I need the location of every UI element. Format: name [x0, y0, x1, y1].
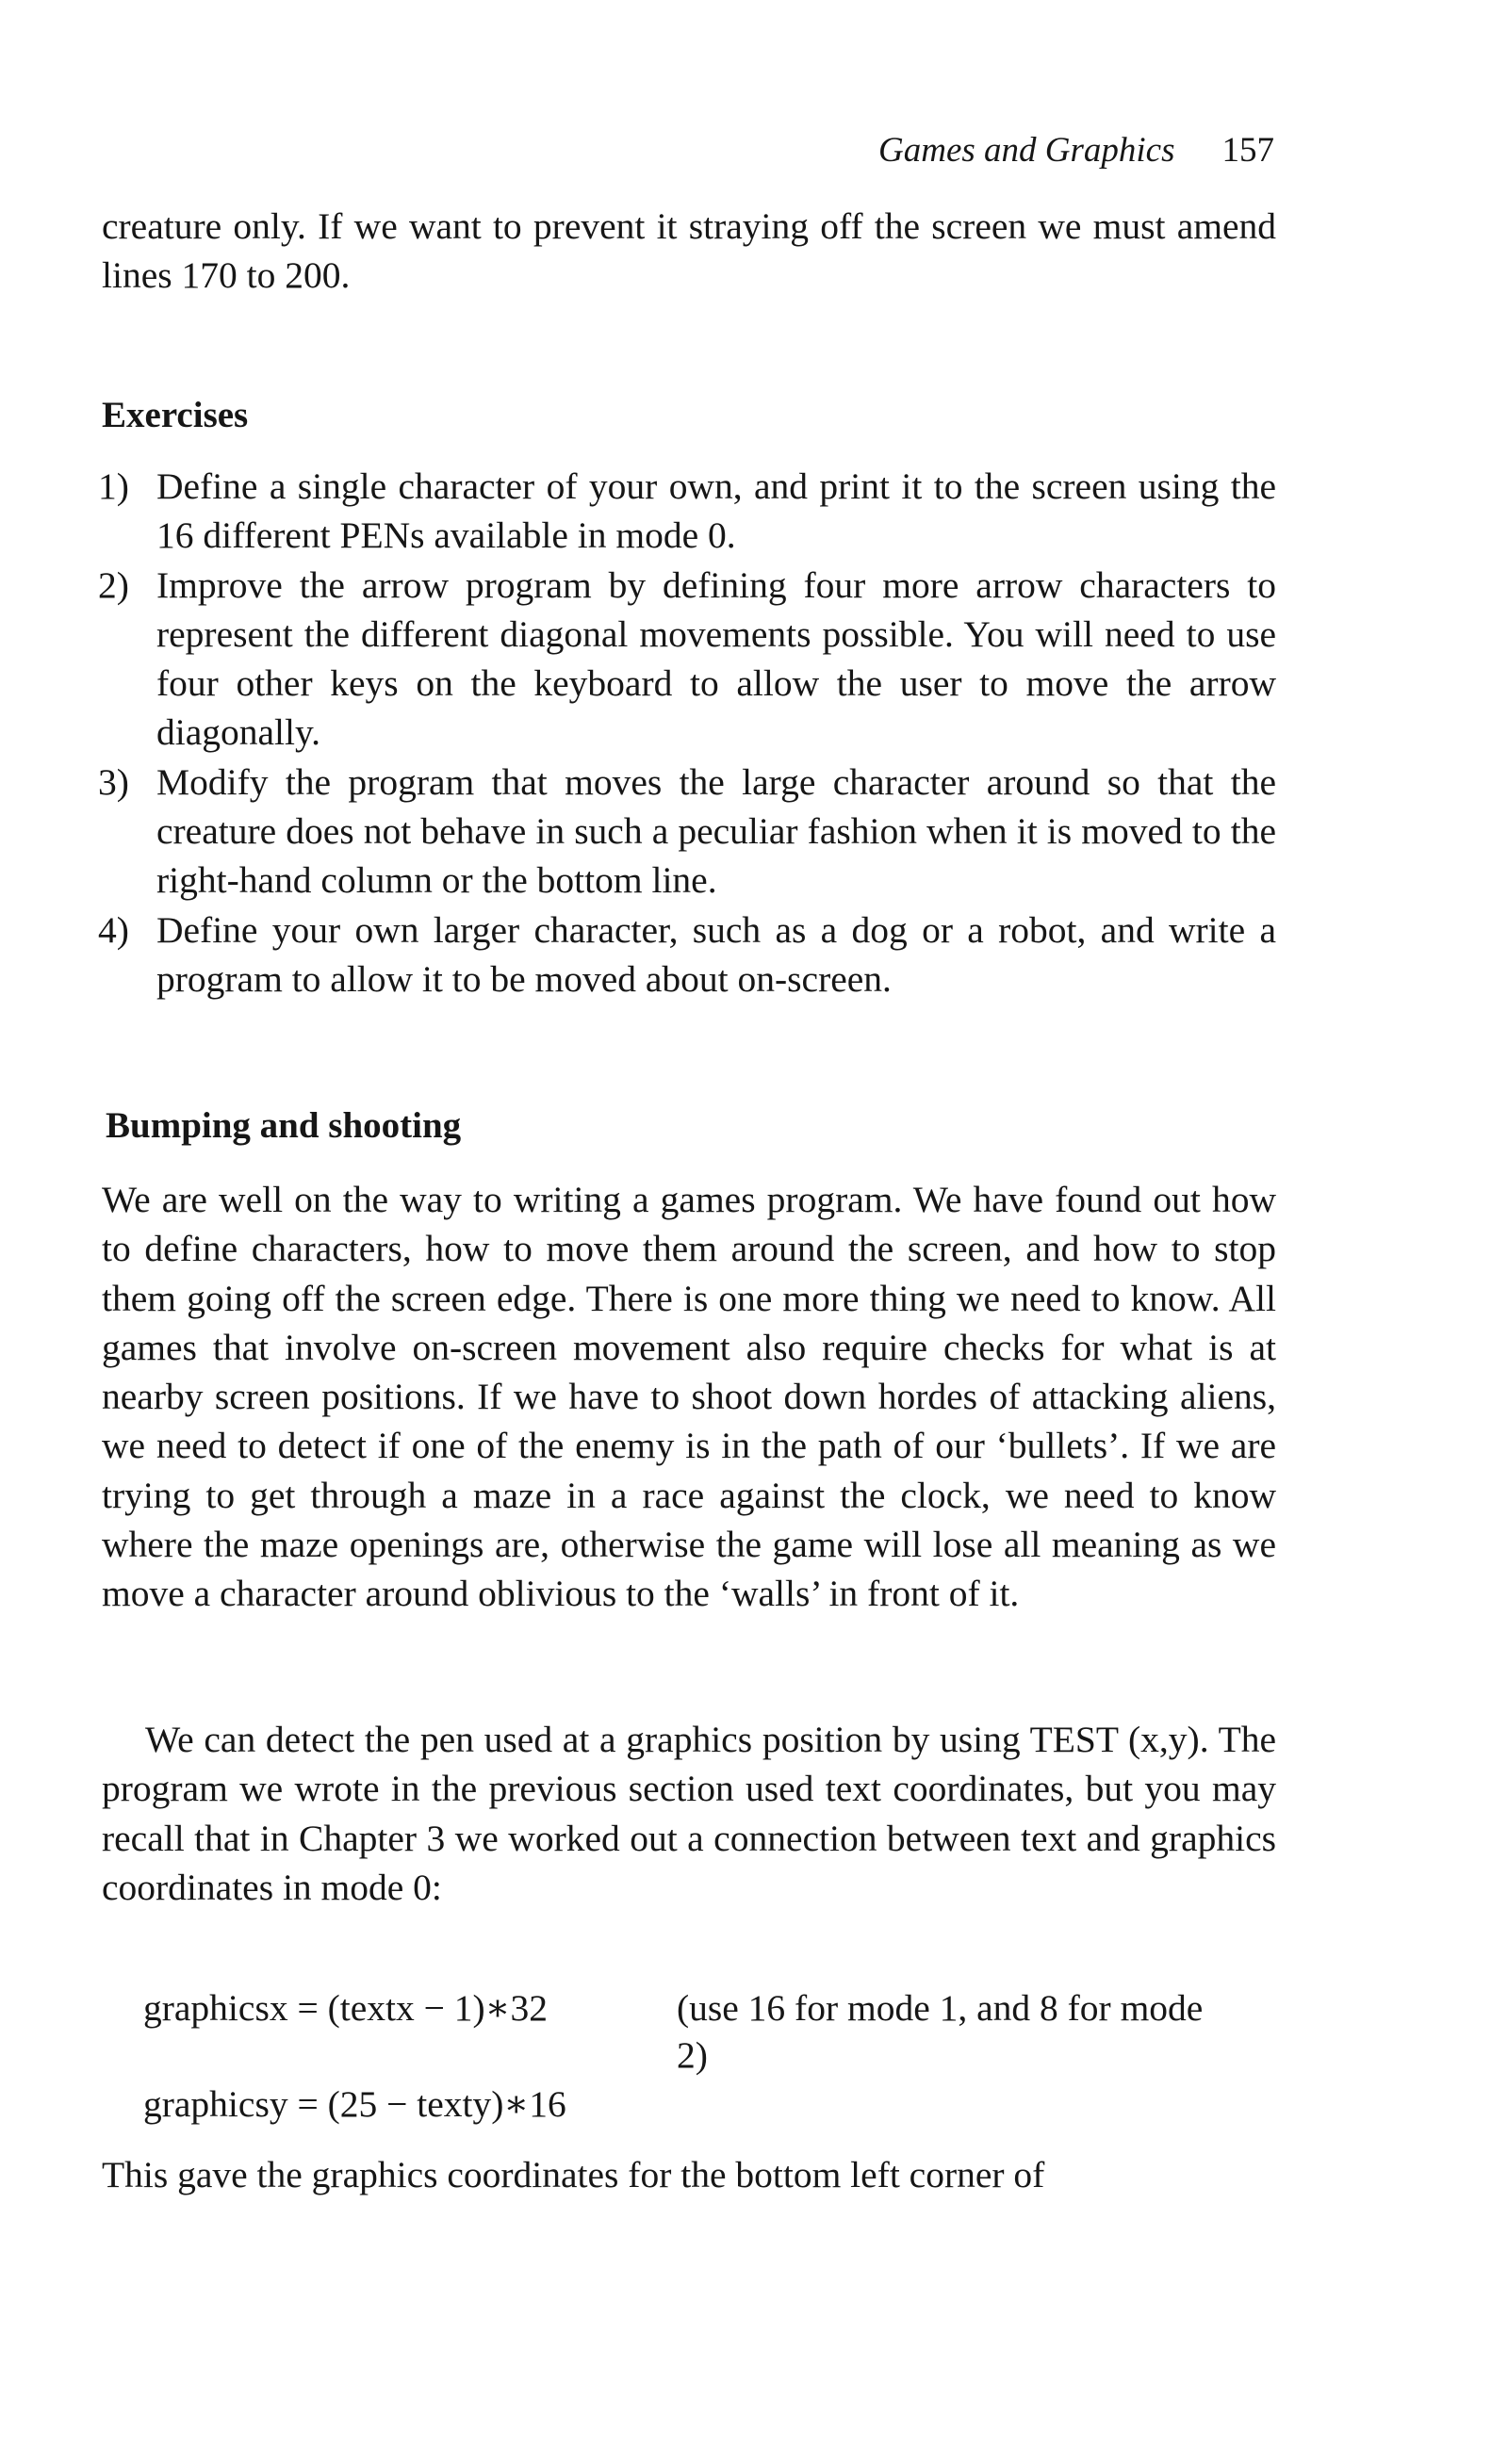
exercise-number: 1): [98, 465, 129, 507]
bumping-paragraph-2-text: We can detect the pen used at a graphics position by using TEST (x,y). The program we wrote in the previous section used text coordinates, but you may recall that in Chapter 3 we worked out a connection between text and graphics coordinates in mode 0:: [102, 1719, 1276, 1908]
running-header: [878, 128, 1274, 173]
intro-paragraph-text: creature only. If we want to prevent it straying off the screen we must amend lines 170 to 200.: [102, 205, 1276, 297]
intro-paragraph: [102, 202, 1276, 301]
bumping-heading: Bumping and shooting: [106, 1105, 462, 1146]
coordinate-formulas: [143, 1984, 1274, 2128]
exercise-text: Define a single character of your own, and print it to the screen using the 16 different PENs available in mode 0.: [156, 465, 1276, 557]
exercise-number: 2): [98, 563, 129, 606]
exercise-text: Improve the arrow program by defining four more arrow characters to represent the different diagonal movements possible. You will need to use four other keys on the keyboard to allow the user to move the arrow diagonally.: [156, 563, 1276, 754]
exercise-text: Define your own larger character, such as a dog or a robot, and write a program to allow it to be moved about on-screen.: [156, 908, 1276, 1000]
bumping-paragraph-3-text: This gave the graphics coordinates for the bottom left corner of: [102, 2154, 1045, 2195]
formula-graphicsy-expression: graphicsy = (25 − texty)∗16: [143, 2083, 566, 2125]
exercise-item: [98, 561, 1276, 758]
formula-graphicsx: [143, 1984, 1274, 2076]
bumping-paragraph-3: [102, 2150, 1276, 2199]
bumping-paragraph-2: [102, 1715, 1276, 1912]
exercises-list: [98, 462, 1276, 1004]
formula-graphicsy: [143, 2081, 1274, 2128]
exercises-heading: Exercises: [102, 395, 249, 435]
exercise-text: Modify the program that moves the large character around so that the creature does not behave in such a peculiar fashion when it is moved to the right-hand column or the bottom line.: [156, 760, 1276, 902]
formula-graphicsx-note: (use 16 for mode 1, and 8 for mode 2): [677, 1987, 1204, 2076]
exercise-number: 3): [98, 760, 129, 803]
exercise-number: 4): [98, 908, 129, 951]
exercise-item: [98, 462, 1276, 561]
formula-graphicsx-expression: graphicsx = (textx − 1)∗32: [143, 1987, 549, 2029]
page-number: 157: [1221, 131, 1274, 170]
bumping-paragraph-1: [102, 1175, 1276, 1619]
running-header-title: Games and Graphics: [878, 131, 1175, 170]
exercise-item: [98, 758, 1276, 906]
exercise-item: [98, 906, 1276, 1004]
bumping-paragraph-1-text: We are well on the way to writing a games program. We have found out how to define characters, how to move them around the screen, and how to stop them going off the screen edge. There is one more thing we need to know. All games that involve on-screen movement also require checks for what is at nearby screen positions. If we have to shoot down hordes of attacking aliens, we need to detect if one of the enemy is in the path of our ‘bullets’. If we are trying to get through a maze in a race against the clock, we need to know where the maze openings are, otherwise the game will lose all meaning as we move a character around oblivious to the ‘walls’ in front of it.: [102, 1179, 1276, 1615]
